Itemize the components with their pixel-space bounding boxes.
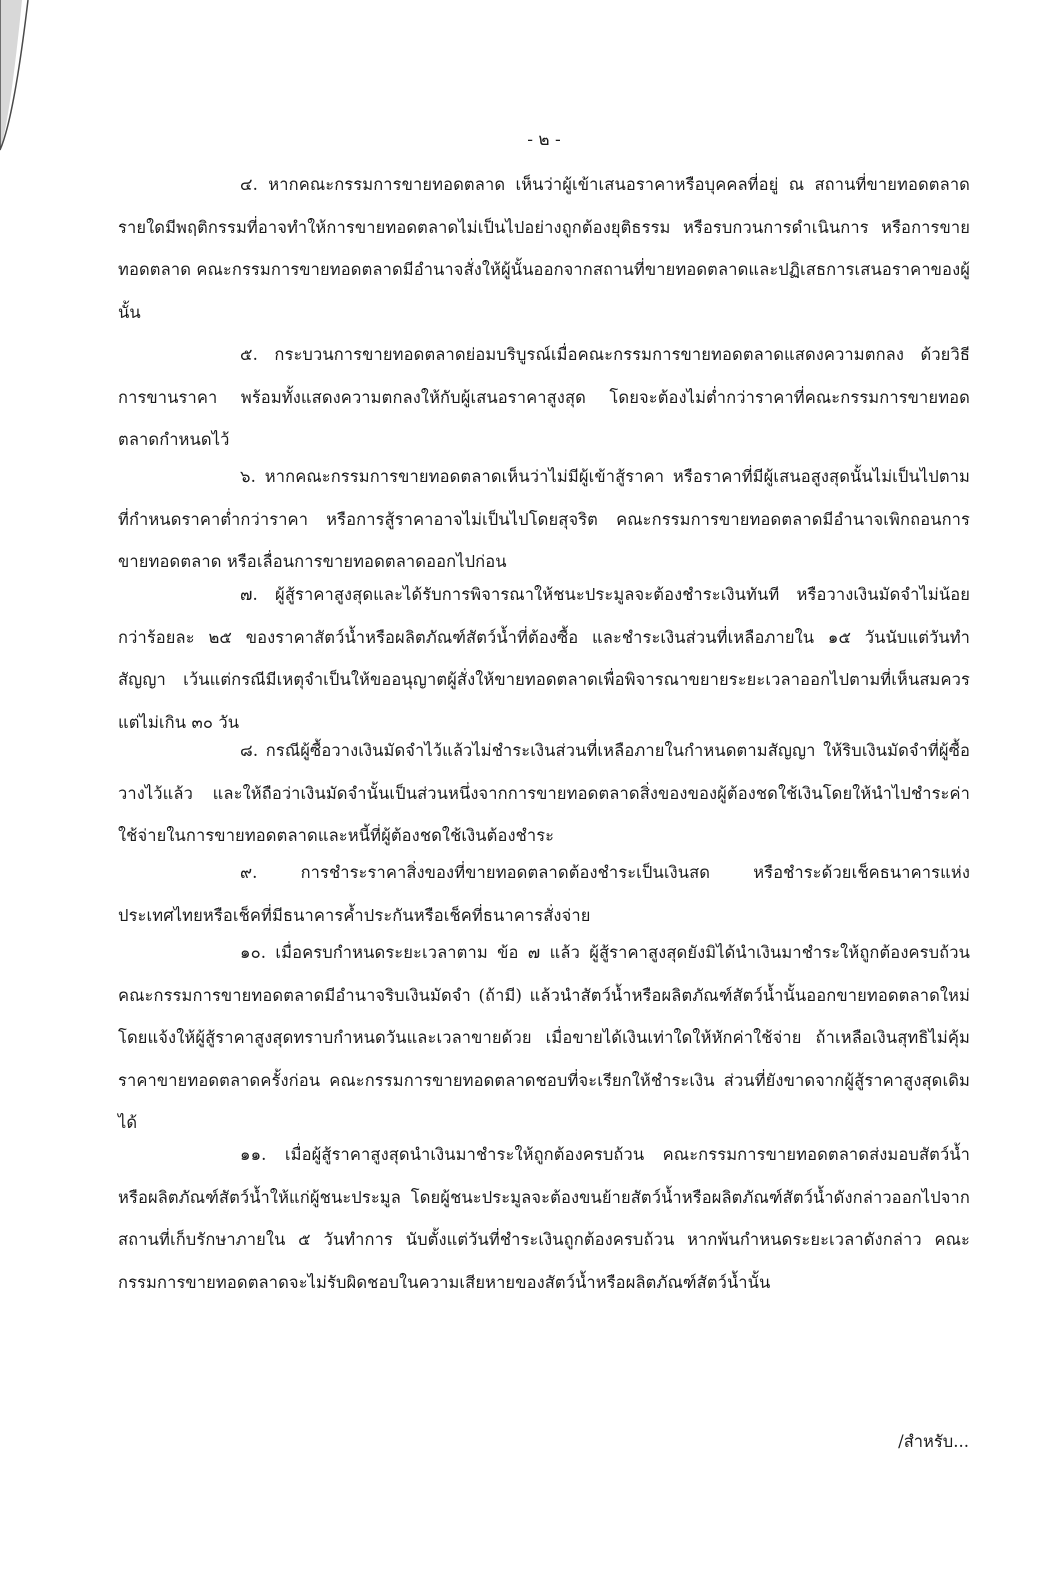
clause-10: ๑๐. เมื่อครบกำหนดระยะเวลาตาม ข้อ ๗ แล้ว ผู้สู้ราคาสูงสุดยังมิได้นำเงินมาชำระให้ถูกต้องครบถ้วน คณะกรรมการขายทอดตลาดมีอำนาจริบเงินมัดจำ (ถ้ามี) แล้วนำสัตว์น้ำหรือผลิตภัณฑ์สัตว์น้ำนั้นออกขายทอดตลาดใหม่โดยแจ้งให้ผู้สู้ราคาสูงสุดทราบกำหนดวันและเวลาขายด้วย เมื่อขายได้เงินเท่าใดให้หักค่าใช้จ่าย ถ้าเหลือเงินสุทธิไม่คุ้มราคาขายทอดตลาดครั้งก่อน คณะกรรมการขายทอดตลาดชอบที่จะเรียกให้ชำระเงิน ส่วนที่ยังขาดจากผู้สู้ราคาสูงสุดเดิมได้ (118, 943, 970, 1132)
clause-7: ๗. ผู้สู้ราคาสูงสุดและได้รับการพิจารณาให้ชนะประมูลจะต้องชำระเงินทันที หรือวางเงินมัดจำไม่น้อยกว่าร้อยละ ๒๕ ของราคาสัตว์น้ำหรือผลิตภัณฑ์สัตว์น้ำที่ต้องซื้อ และชำระเงินส่วนที่เหลือภายใน ๑๕ วันนับแต่วันทำสัญญา เว้นแต่กรณีมีเหตุจำเป็นให้ขออนุญาตผู้สั่งให้ขายทอดตลาดเพื่อพิจารณาขยายระยะเวลาออกไปตามที่เห็นสมควร แต่ไม่เกิน ๓๐ วัน (118, 585, 970, 732)
clause-8: ๘. กรณีผู้ซื้อวางเงินมัดจำไว้แล้วไม่ชำระเงินส่วนที่เหลือภายในกำหนดตามสัญญา ให้ริบเงินมัดจำที่ผู้ซื้อวางไว้แล้ว และให้ถือว่าเงินมัดจำนั้นเป็นส่วนหนึ่งจากการขายทอดตลาดสิ่งของของผู้ต้องชดใช้เงินโดยให้นำไปชำระค่าใช้จ่ายในการขายทอดตลาดและหนี้ที่ผู้ต้องชดใช้เงินต้องชำระ (118, 741, 970, 845)
clause-11: ๑๑. เมื่อผู้สู้ราคาสูงสุดนำเงินมาชำระให้ถูกต้องครบถ้วน คณะกรรมการขายทอดตลาดส่งมอบสัตว์น้ำหรือผลิตภัณฑ์สัตว์น้ำให้แก่ผู้ชนะประมูล โดยผู้ชนะประมูลจะต้องขนย้ายสัตว์น้ำหรือผลิตภัณฑ์สัตว์น้ำดังกล่าวออกไปจากสถานที่เก็บรักษาภายใน ๕ วันทำการ นับตั้งแต่วันที่ชำระเงินถูกต้องครบถ้วน หากพ้นกำหนดระยะเวลาดังกล่าว คณะกรรมการขายทอดตลาดจะไม่รับผิดชอบในความเสียหายของสัตว์น้ำหรือผลิตภัณฑ์สัตว์น้ำนั้น (118, 1145, 970, 1292)
clause-5: ๕. กระบวนการขายทอดตลาดย่อมบริบูรณ์เมื่อคณะกรรมการขายทอดตลาดแสดงความตกลง ด้วยวิธีการขานราคา พร้อมทั้งแสดงความตกลงให้กับผู้เสนอราคาสูงสุด โดยจะต้องไม่ต่ำกว่าราคาที่คณะกรรมการขายทอดตลาดกำหนดไว้ (118, 345, 970, 449)
clause-6: ๖. หากคณะกรรมการขายทอดตลาดเห็นว่าไม่มีผู้เข้าสู้ราคา หรือราคาที่มีผู้เสนอสูงสุดนั้นไม่เป็นไปตามที่กำหนดราคาต่ำกว่าราคา หรือการสู้ราคาอาจไม่เป็นไปโดยสุจริต คณะกรรมการขายทอดตลาดมีอำนาจเพิกถอนการขายทอดตลาด หรือเลื่อนการขายทอดตลาดออกไปก่อน (118, 467, 970, 571)
continuation-marker: /สำหรับ... (898, 1432, 969, 1451)
clause-9: ๙. การชำระราคาสิ่งของที่ขายทอดตลาดต้องชำระเป็นเงินสด หรือชำระด้วยเช็คธนาคารแห่งประเทศไทยหรือเช็คที่มีธนาคารค้ำประกันหรือเช็คที่ธนาคารสั่งจ่าย (118, 863, 970, 925)
clause-4: ๔. หากคณะกรรมการขายทอดตลาด เห็นว่าผู้เข้าเสนอราคาหรือบุคคลที่อยู่ ณ สถานที่ขายทอดตลาดรายใดมีพฤติกรรมที่อาจทำให้การขายทอดตลาดไม่เป็นไปอย่างถูกต้องยุติธรรม หรือรบกวนการดำเนินการ หรือการขายทอดตลาด คณะกรรมการขายทอดตลาดมีอำนาจสั่งให้ผู้นั้นออกจากสถานที่ขายทอดตลาดและปฏิเสธการเสนอราคาของผู้นั้น (118, 175, 970, 322)
page-number: - ๒ - (527, 130, 561, 150)
